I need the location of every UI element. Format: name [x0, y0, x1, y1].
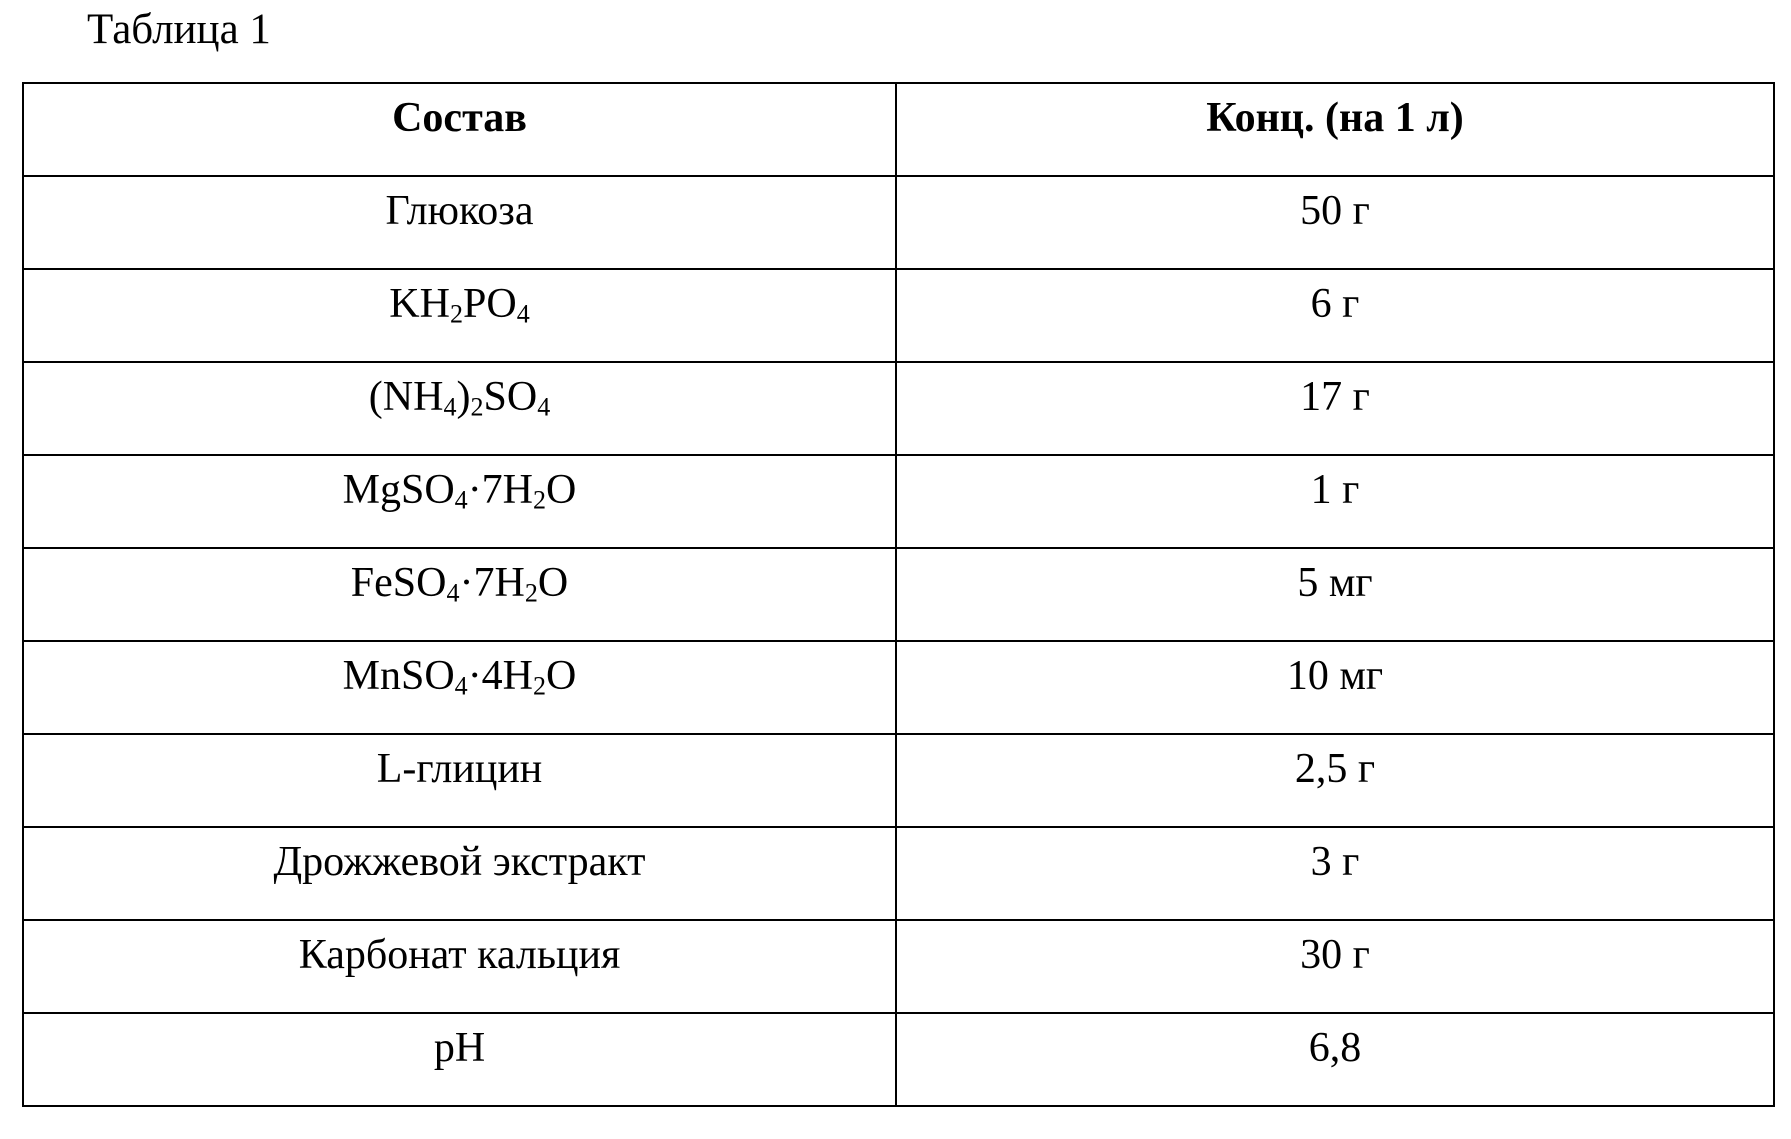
- table-row: [23, 827, 1774, 920]
- table-header-row: [23, 83, 1774, 176]
- concentration-cell: 5 мг: [896, 548, 1774, 641]
- component-cell: L-глицин: [23, 734, 896, 827]
- component-cell: $(NH_4)_2SO_4$: [23, 362, 896, 455]
- table-row: [23, 176, 1774, 269]
- component-cell: Дрожжевой экстракт: [23, 827, 896, 920]
- concentration-cell: 50 г: [896, 176, 1774, 269]
- component-cell: $FeSO_4\cdot 7H_2O$: [23, 548, 896, 641]
- table-row: [23, 269, 1774, 362]
- table-row: [23, 1013, 1774, 1106]
- concentration-cell: 6,8: [896, 1013, 1774, 1106]
- concentration-cell: 1 г: [896, 455, 1774, 548]
- component-cell: $KH_2PO_4$: [23, 269, 896, 362]
- concentration-cell: 3 г: [896, 827, 1774, 920]
- table-row: [23, 734, 1774, 827]
- concentration-cell: 10 мг: [896, 641, 1774, 734]
- component-cell: pH: [23, 1013, 896, 1106]
- component-cell: Глюкоза: [23, 176, 896, 269]
- column-header-composition: Состав: [23, 83, 896, 176]
- table-row: [23, 362, 1774, 455]
- table-row: [23, 455, 1774, 548]
- concentration-cell: 2,5 г: [896, 734, 1774, 827]
- table-row: [23, 920, 1774, 1013]
- table-row: [23, 548, 1774, 641]
- component-cell: $MgSO_4\cdot 7H_2O$: [23, 455, 896, 548]
- table-caption: Таблица 1: [87, 6, 271, 53]
- component-cell: $MnSO_4\cdot 4H_2O$: [23, 641, 896, 734]
- component-cell: Карбонат кальция: [23, 920, 896, 1013]
- composition-table: [22, 82, 1775, 1107]
- concentration-cell: 6 г: [896, 269, 1774, 362]
- concentration-cell: 30 г: [896, 920, 1774, 1013]
- table-row: [23, 641, 1774, 734]
- concentration-cell: 17 г: [896, 362, 1774, 455]
- column-header-concentration: Конц. (на 1 л): [896, 83, 1774, 176]
